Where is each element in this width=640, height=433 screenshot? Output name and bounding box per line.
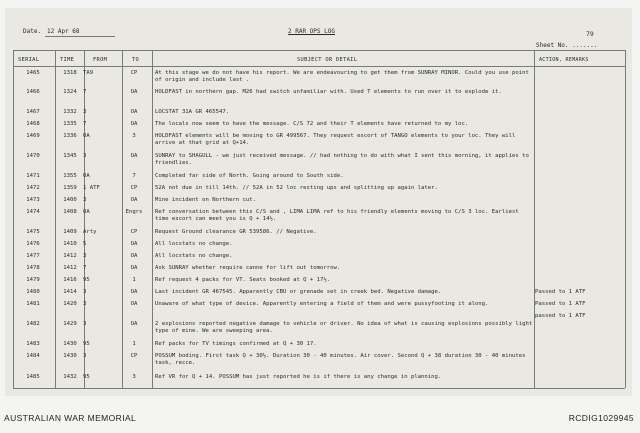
col-rule-2: [84, 50, 85, 388]
from-cell: 3: [83, 289, 87, 295]
from-cell: 3: [83, 301, 87, 307]
col-rule-1: [55, 50, 56, 388]
detail-cell: Mine incident on Northern cut.: [155, 197, 257, 203]
to-cell: Engrs: [125, 209, 143, 215]
to-cell: 1: [132, 277, 136, 283]
col-rule-0: [13, 50, 14, 388]
page-number: 79: [586, 30, 594, 38]
serial-cell: 1471: [26, 173, 40, 179]
time-cell: 1400: [63, 197, 77, 203]
from-cell: 1 ATF: [83, 185, 100, 191]
to-cell: CP: [130, 353, 138, 359]
detail-cell: POSSUM boding. First task Q + 30½. Duration 30 - 40 minutes. Air cover. Second Q + 38 duration 30 - 40 minutes task, recce.: [155, 353, 526, 366]
detail-cell: Unaware of what type of device. Apparently entering a field of them and were pussyfooting it along.: [155, 301, 489, 307]
serial-cell: 1479: [26, 277, 40, 283]
record-id: RCDIG1029945: [568, 413, 634, 423]
time-cell: 1359: [63, 185, 77, 191]
from-cell: OA: [83, 209, 90, 215]
detail-cell: SUNRAY to SHAGULL - we just received message. // had nothing to do with what I sent this morning, it applies to friendlies.: [155, 153, 529, 166]
to-cell: OA: [130, 265, 138, 271]
serial-cell: 1467: [26, 109, 40, 115]
time-cell: 1412: [63, 265, 77, 271]
time-cell: 1410: [63, 241, 77, 247]
log-title: 2 RAR OPS LOG: [288, 28, 335, 35]
detail-cell: At this stage we do not have his report. We are endeavouring to get them from SUNRAY MINOR. Could you use point of origin and include last .: [155, 70, 529, 83]
detail-cell: All locstats no change.: [155, 241, 233, 247]
col-rule-4: [152, 50, 153, 388]
detail-cell: LOCSTAT 31A GR 465547.: [155, 109, 230, 115]
time-cell: 1332: [63, 109, 77, 115]
log-sheet: [5, 8, 632, 396]
time-cell: 1408: [63, 209, 77, 215]
serial-cell: 1483: [26, 341, 40, 347]
date-label: Date.: [23, 28, 42, 35]
to-cell: 3: [132, 133, 136, 139]
col-rule-6: [625, 50, 626, 388]
detail-cell: HOLDFAST elements will be moving to GR 499567. They request escort of TANGO elements to your loc. They will arrive at that grid at Q+14.: [155, 133, 516, 146]
detail-cell: Last incident GR 467545. Apparently CBU or grenade set in creek bed. Negative damage.: [155, 289, 442, 295]
to-cell: 3: [132, 374, 136, 380]
time-cell: 1345: [63, 153, 77, 159]
from-cell: Arty: [83, 229, 97, 235]
detail-cell: 52A not due in till 14th. // 52A in 52 loc resting ups and splitting up again later.: [155, 185, 438, 191]
from-cell: 95: [83, 374, 90, 380]
to-cell: OA: [130, 121, 138, 127]
time-cell: 1409: [63, 229, 77, 235]
table-bottom-border: [13, 388, 625, 389]
from-cell: OA: [83, 173, 90, 179]
serial-cell: 1478: [26, 265, 40, 271]
from-cell: 3: [83, 353, 87, 359]
detail-cell: 2 explosions reported negative damage to vehicle or driver. No idea of what is causing explosions possibly light type of mine. We are sweeping area.: [155, 321, 533, 334]
time-cell: 1324: [63, 89, 77, 95]
to-cell: OA: [130, 153, 138, 159]
from-cell: 3: [83, 197, 87, 203]
date-value: 12 Apr 68: [47, 28, 80, 35]
serial-cell: 1481: [26, 301, 40, 307]
detail-cell: Ask SUNRAY whether require canne for lift out tomorrow.: [155, 265, 341, 271]
from-cell: 95: [83, 277, 90, 283]
time-cell: 1432: [63, 374, 77, 380]
to-cell: OA: [130, 321, 138, 327]
to-cell: CP: [130, 185, 138, 191]
to-cell: OA: [130, 89, 138, 95]
time-cell: 1355: [63, 173, 77, 179]
serial-cell: 1465: [26, 70, 40, 76]
from-cell: TA9: [83, 70, 94, 76]
from-cell: 7: [83, 121, 87, 127]
time-cell: 1318: [63, 70, 77, 76]
serial-cell: 1482: [26, 321, 40, 327]
to-cell: 1: [132, 341, 136, 347]
detail-cell: HOLDFAST in northern gap. M26 had switch unfamiliar with. Used T elements to run over it to explode it.: [155, 89, 502, 95]
serial-cell: 1484: [26, 353, 40, 359]
serial-cell: 1477: [26, 253, 40, 259]
sheet-number: Sheet No. .......: [536, 42, 598, 49]
from-cell: 3: [83, 153, 87, 159]
serial-cell: 1476: [26, 241, 40, 247]
time-cell: 1420: [63, 301, 77, 307]
detail-cell: Request Ground clearance GR 539586. // Negative.: [155, 229, 317, 235]
action-cell: Passed to 1 ATF: [535, 289, 586, 295]
detail-cell: Ref packs for TV timings confirmed at Q + 30 17.: [155, 341, 317, 347]
col-rule-3: [122, 50, 123, 388]
col-action-heading: ACTION, REMARKS: [539, 57, 589, 63]
serial-cell: 1472: [26, 185, 40, 191]
detail-cell: Completed far side of North. Going around to South side.: [155, 173, 344, 179]
col-to-heading: TO: [132, 57, 140, 63]
detail-cell: Ref request 4 packs for VT. Seats booked at Q + 17½.: [155, 277, 331, 283]
from-cell: OA: [83, 133, 90, 139]
col-time-heading: TIME: [60, 57, 75, 63]
col-detail-heading: SUBJECT OR DETAIL: [297, 57, 358, 63]
from-cell: 5: [83, 241, 87, 247]
time-cell: 1335: [63, 121, 77, 127]
from-cell: 3: [83, 109, 87, 115]
serial-cell: 1470: [26, 153, 40, 159]
serial-cell: 1485: [26, 374, 40, 380]
serial-cell: 1473: [26, 197, 40, 203]
to-cell: OA: [130, 301, 138, 307]
to-cell: OA: [130, 241, 138, 247]
action-cell: Passed to 1 ATF: [535, 301, 586, 307]
action-cell: passed to 1 ATF: [535, 313, 586, 319]
time-cell: 1414: [63, 289, 77, 295]
to-cell: OA: [130, 197, 138, 203]
from-cell: 7: [83, 89, 87, 95]
detail-cell: Ref conversation between this C/S and , LIMA LIMA ref to his friendly elements moving to C/S 3 loc. Earliest time escort can meet you is Q + 14½.: [155, 209, 519, 222]
time-cell: 1412: [63, 253, 77, 259]
detail-cell: The locals now seem to have the message. C/S 72 and their T elements have returned to my loc.: [155, 121, 469, 127]
to-cell: CP: [130, 70, 138, 76]
col-serial-heading: SERIAL: [18, 57, 40, 63]
archive-credit: AUSTRALIAN WAR MEMORIAL: [4, 413, 137, 423]
serial-cell: 1474: [26, 209, 40, 215]
from-cell: 3: [83, 253, 87, 259]
detail-cell: All locstats no change.: [155, 253, 233, 259]
from-cell: 95: [83, 341, 90, 347]
time-cell: 1430: [63, 353, 77, 359]
to-cell: CP: [130, 229, 138, 235]
to-cell: 7: [132, 173, 136, 179]
from-cell: 3: [83, 321, 87, 327]
serial-cell: 1469: [26, 133, 40, 139]
to-cell: OA: [130, 253, 138, 259]
time-cell: 1336: [63, 133, 77, 139]
date-underline: [45, 36, 115, 37]
col-from-heading: FROM: [93, 57, 108, 63]
to-cell: OA: [130, 289, 138, 295]
serial-cell: 1466: [26, 89, 40, 95]
detail-cell: Ref VR for Q + 14. POSSUM has just reported he is if there is any change in planning.: [155, 374, 442, 380]
time-cell: 1429: [63, 321, 77, 327]
serial-cell: 1480: [26, 289, 40, 295]
from-cell: 7: [83, 265, 87, 271]
to-cell: OA: [130, 109, 138, 115]
time-cell: 1416: [63, 277, 77, 283]
time-cell: 1430: [63, 341, 77, 347]
serial-cell: 1475: [26, 229, 40, 235]
serial-cell: 1468: [26, 121, 40, 127]
